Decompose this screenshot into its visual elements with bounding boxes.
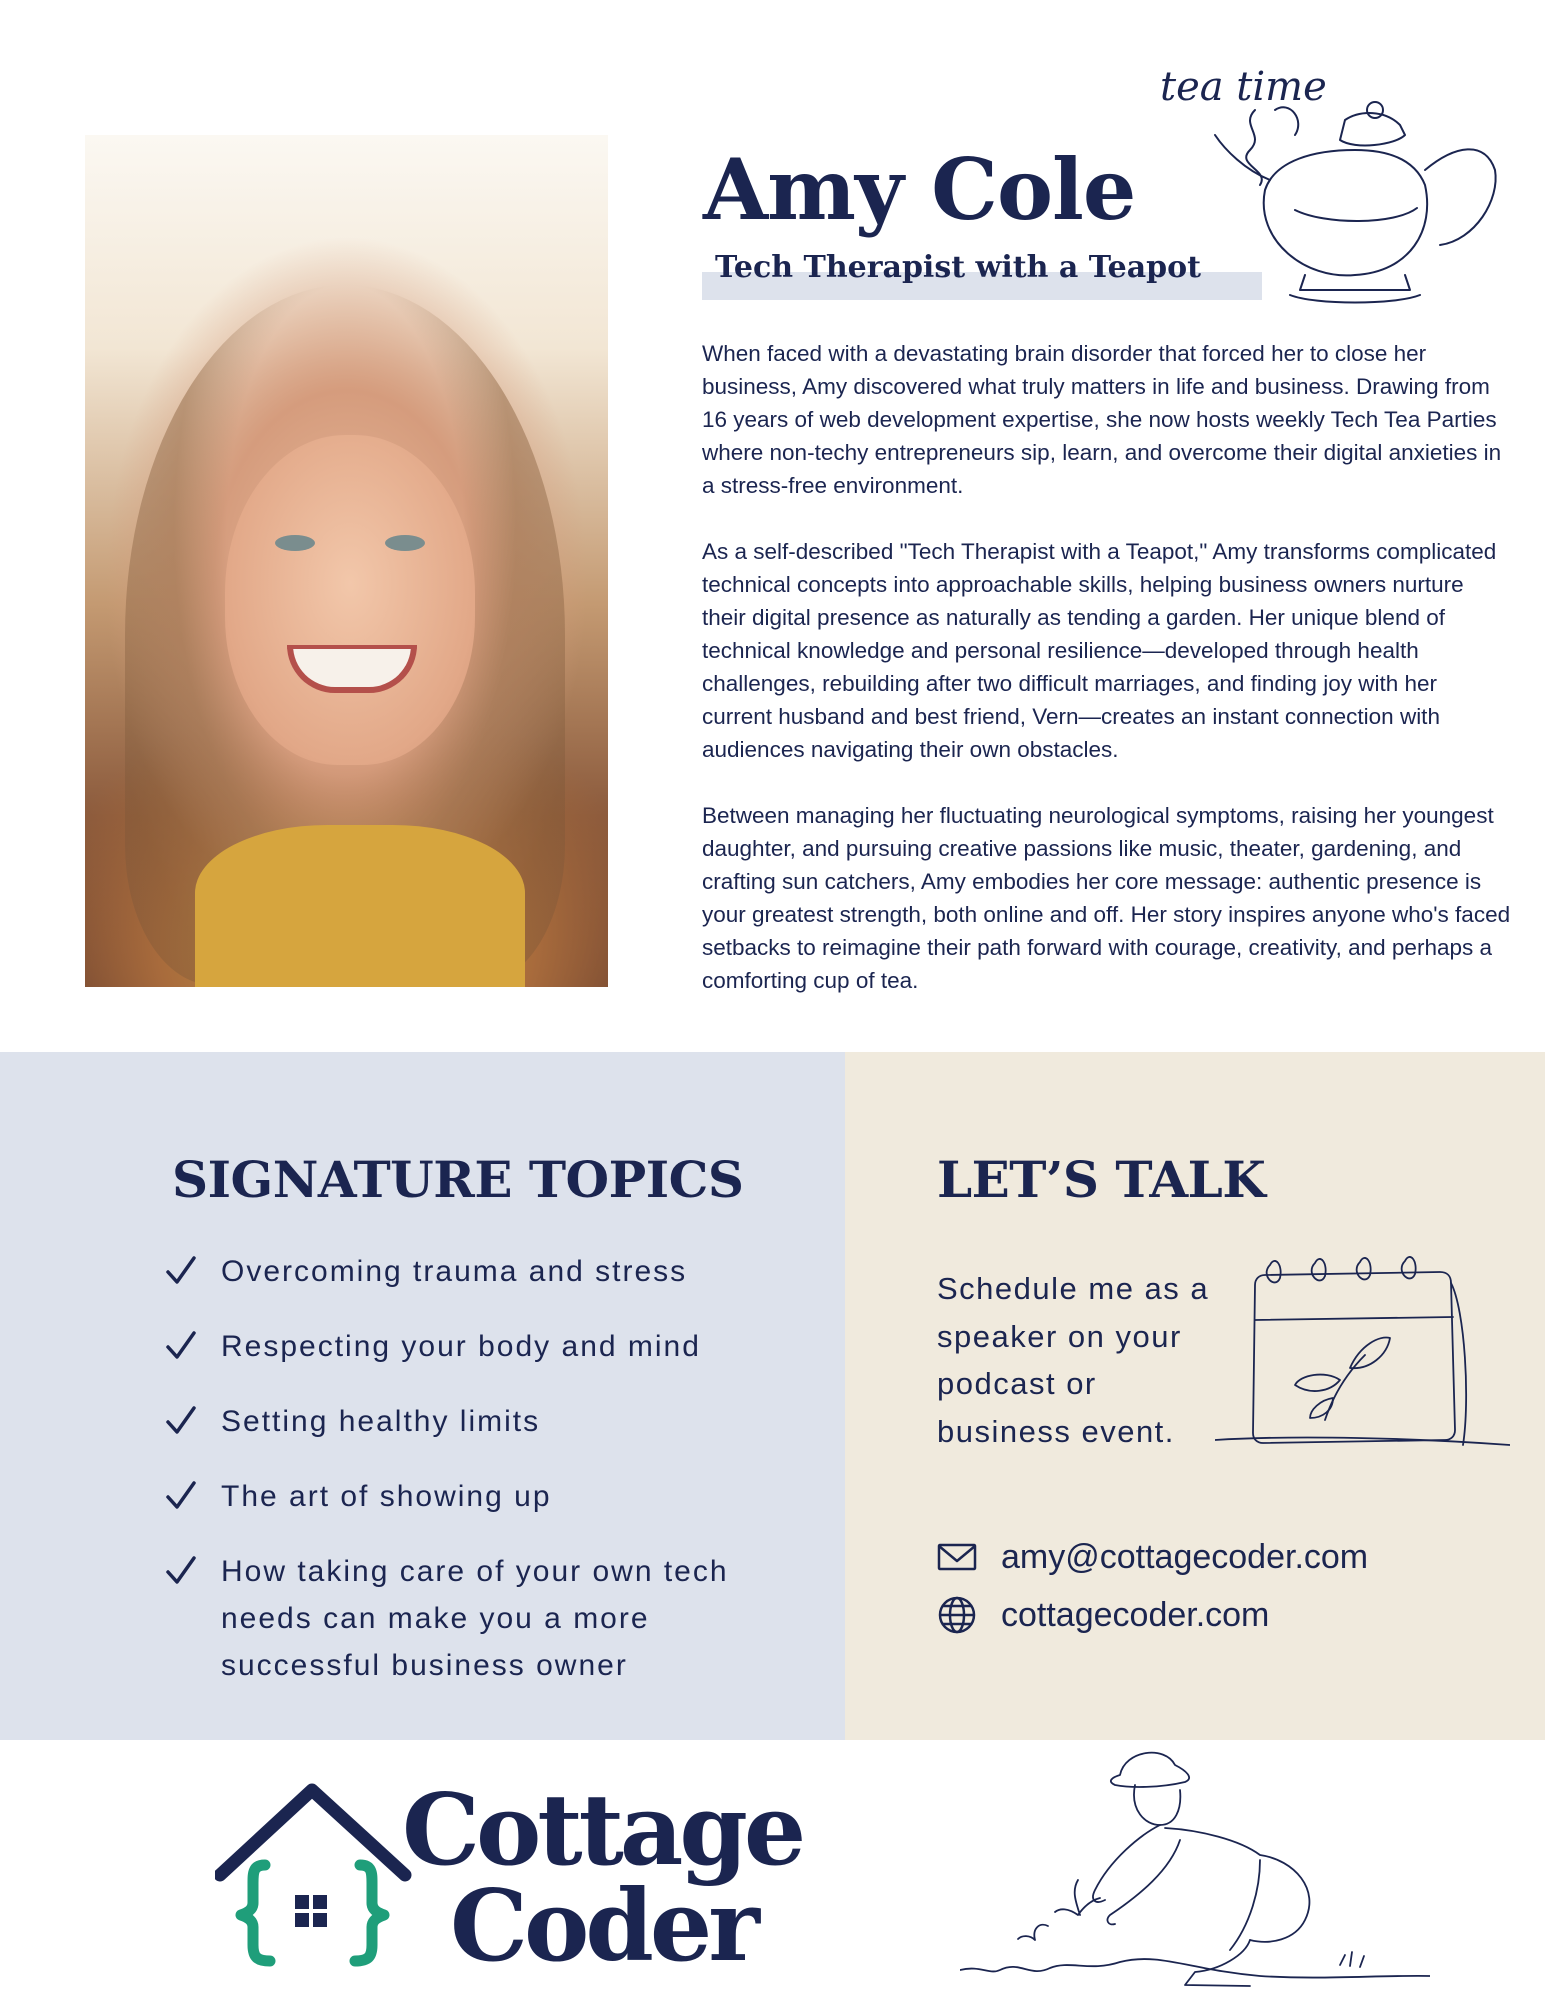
logo-wordmark-line2: Coder (450, 1869, 756, 1984)
speaker-name: Amy Cole (703, 140, 1136, 239)
topic-label: Overcoming trauma and stress (221, 1255, 688, 1288)
topic-item (165, 1473, 805, 1520)
check-icon (165, 1254, 197, 1288)
logo-wordmark-line1: Cottage (402, 1773, 803, 1888)
topic-label: The art of showing up (221, 1480, 552, 1513)
mail-icon (937, 1537, 977, 1577)
teapot-lettering: tea time (1160, 64, 1327, 110)
check-icon (165, 1329, 197, 1363)
talk-description: Schedule me as a speaker on your podcast or business event. (937, 1271, 1210, 1449)
gardener-illustration (960, 1740, 1430, 1995)
topic-item (165, 1398, 805, 1445)
topic-label: Respecting your body and mind (221, 1330, 701, 1363)
talk-heading: LET’S TALK (937, 1150, 1266, 1209)
speaker-tagline: Tech Therapist with a Teapot (715, 250, 1201, 285)
contact-website[interactable] (937, 1593, 1269, 1637)
topic-item (165, 1323, 805, 1370)
photo-smile (287, 645, 417, 693)
topics-list (165, 1248, 805, 1717)
calendar-leaf-illustration (1215, 1250, 1510, 1465)
bio-text (702, 337, 1512, 1030)
profile-photo (85, 135, 608, 987)
bio-paragraph: Between managing her fluctuating neurological symptoms, raising her youngest daughter, and pursuing creative passions like music, theater, gardening, and crafting sun catchers, Amy embodies her core message: authentic presence is your greatest strength, both online and off. Her story inspires anyone who's faced setbacks to reimagine their path forward with courage, creativity, and perhaps a comforting cup of tea. (702, 803, 1511, 993)
photo-sweater (195, 825, 525, 987)
check-icon (165, 1404, 197, 1438)
website-link[interactable]: cottagecoder.com (1001, 1595, 1270, 1634)
photo-face (225, 435, 475, 765)
topic-label: How taking care of your own tech needs can make you a more successful business owner (221, 1555, 729, 1682)
check-icon (165, 1554, 197, 1588)
photo-eye-right (385, 535, 425, 551)
topic-label: Setting healthy limits (221, 1405, 541, 1438)
contact-email[interactable] (937, 1535, 1368, 1579)
teapot-illustration (1155, 40, 1510, 310)
bio-paragraph: When faced with a devastating brain disorder that forced her to close her business, Amy discovered what truly matters in life and business. Drawing from 16 years of web development expertise, she now hosts weekly Tech Tea Parties where non-techy entrepreneurs sip, learn, and overcome their digital anxieties in a stress-free environment. (702, 341, 1502, 498)
email-link[interactable]: amy@cottagecoder.com (1001, 1537, 1369, 1576)
topic-item (165, 1248, 805, 1295)
check-icon (165, 1479, 197, 1513)
topics-heading: SIGNATURE TOPICS (172, 1150, 744, 1209)
topic-item (165, 1548, 805, 1689)
globe-icon (937, 1595, 977, 1635)
photo-eye-left (275, 535, 315, 551)
bio-paragraph: As a self-described "Tech Therapist with a Teapot," Amy transforms complicated technical concepts into approachable skills, helping business owners nurture their digital presence as naturally as tending a garden. Her unique blend of technical knowledge and personal resilience—developed through health challenges, rebuilding after two difficult marriages, and finding joy with her current husband and best friend, Vern—creates an instant connection with audiences navigating their own obstacles. (702, 539, 1497, 762)
